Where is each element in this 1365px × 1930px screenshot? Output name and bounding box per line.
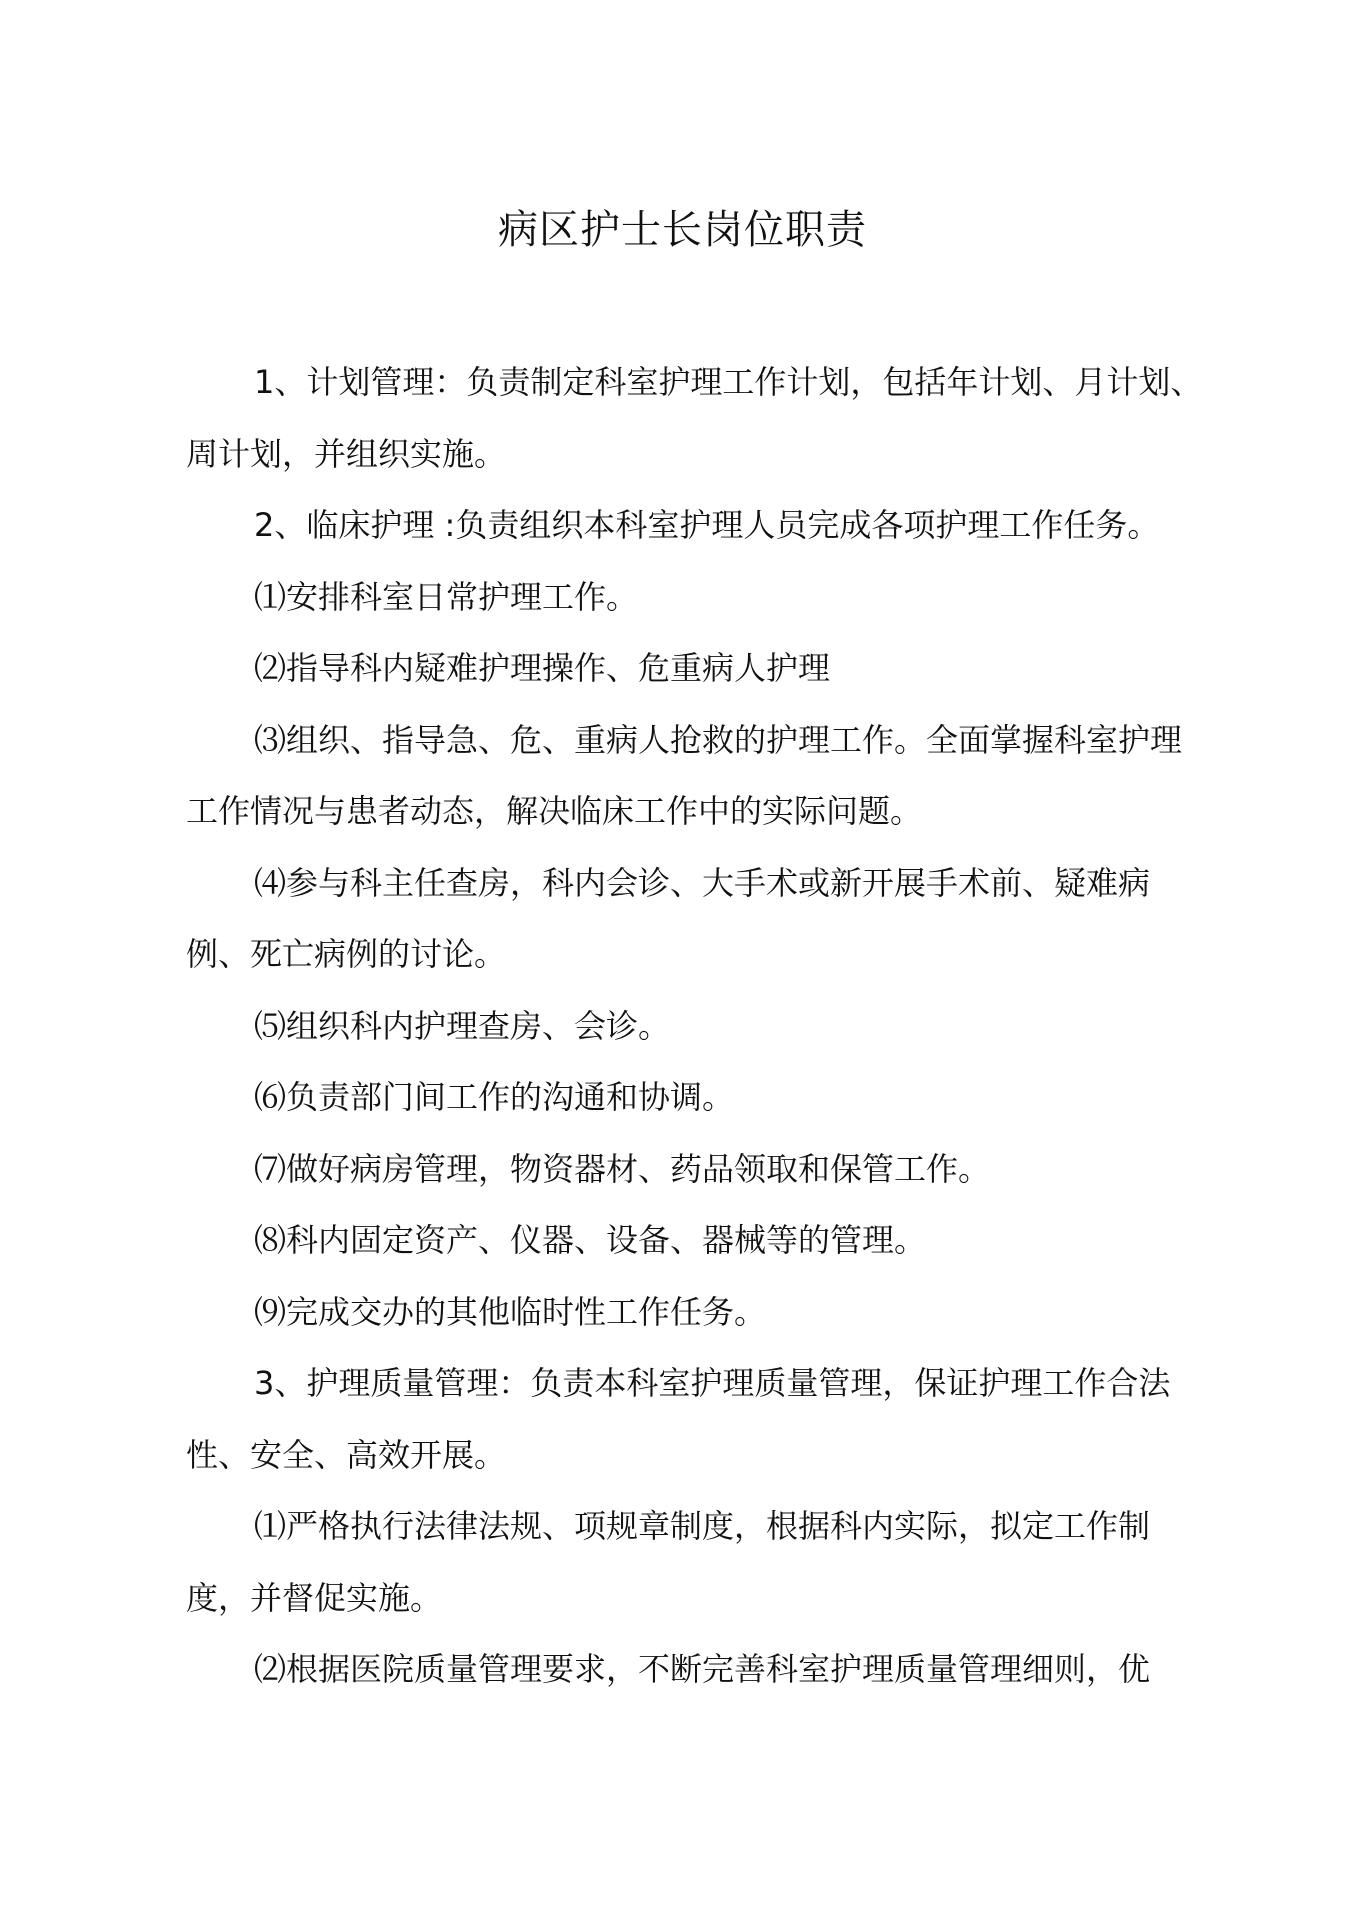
document-body <box>186 347 1206 1706</box>
paragraph-2: 2、临床护理 :负责组织本科室护理人员完成各项护理工作任务。 <box>254 506 1160 544</box>
paragraph-6: ⑷参与科主任查房，科内会诊、大手术或新开展手术前、疑难病例、死亡病例的讨论。 <box>186 863 1151 973</box>
paragraph-3: ⑴安排科室日常护理工作。 <box>254 577 639 616</box>
paragraph-4: ⑵指导科内疑难护理操作、危重病人护理 <box>254 649 831 687</box>
paragraph-5: ⑶组织、指导急、危、重病人抢救的护理工作。全面掌握科室护理工作情况与患者动态，解决临床工作中的实际问题。 <box>186 720 1183 830</box>
paragraph-8: ⑹负责部门间工作的沟通和协调。 <box>254 1078 735 1116</box>
paragraph-11: ⑼完成交办的其他临时性工作任务。 <box>254 1292 767 1331</box>
paragraph-10: ⑻科内固定资产、仪器、设备、器械等的管理。 <box>254 1221 927 1259</box>
paragraph-1: 1、计划管理：负责制定科室护理工作计划，包括年计划、月计划、周计划，并组织实施。 <box>186 363 1203 473</box>
paragraph-9: ⑺做好病房管理，物资器材、药品领取和保管工作。 <box>254 1149 991 1188</box>
document-title: 病区护士长岗位职责 <box>498 207 867 253</box>
paragraph-14: ⑵根据医院质量管理要求，不断完善科室护理质量管理细则，优 <box>254 1650 1151 1688</box>
paragraph-12: 3、护理质量管理：负责本科室护理质量管理，保证护理工作合法性、安全、高效开展。 <box>186 1364 1171 1474</box>
paragraph-7: ⑸组织科内护理查房、会诊。 <box>254 1006 671 1045</box>
paragraph-13: ⑴严格执行法律法规、项规章制度，根据科内实际，拟定工作制度，并督促实施。 <box>186 1507 1151 1617</box>
